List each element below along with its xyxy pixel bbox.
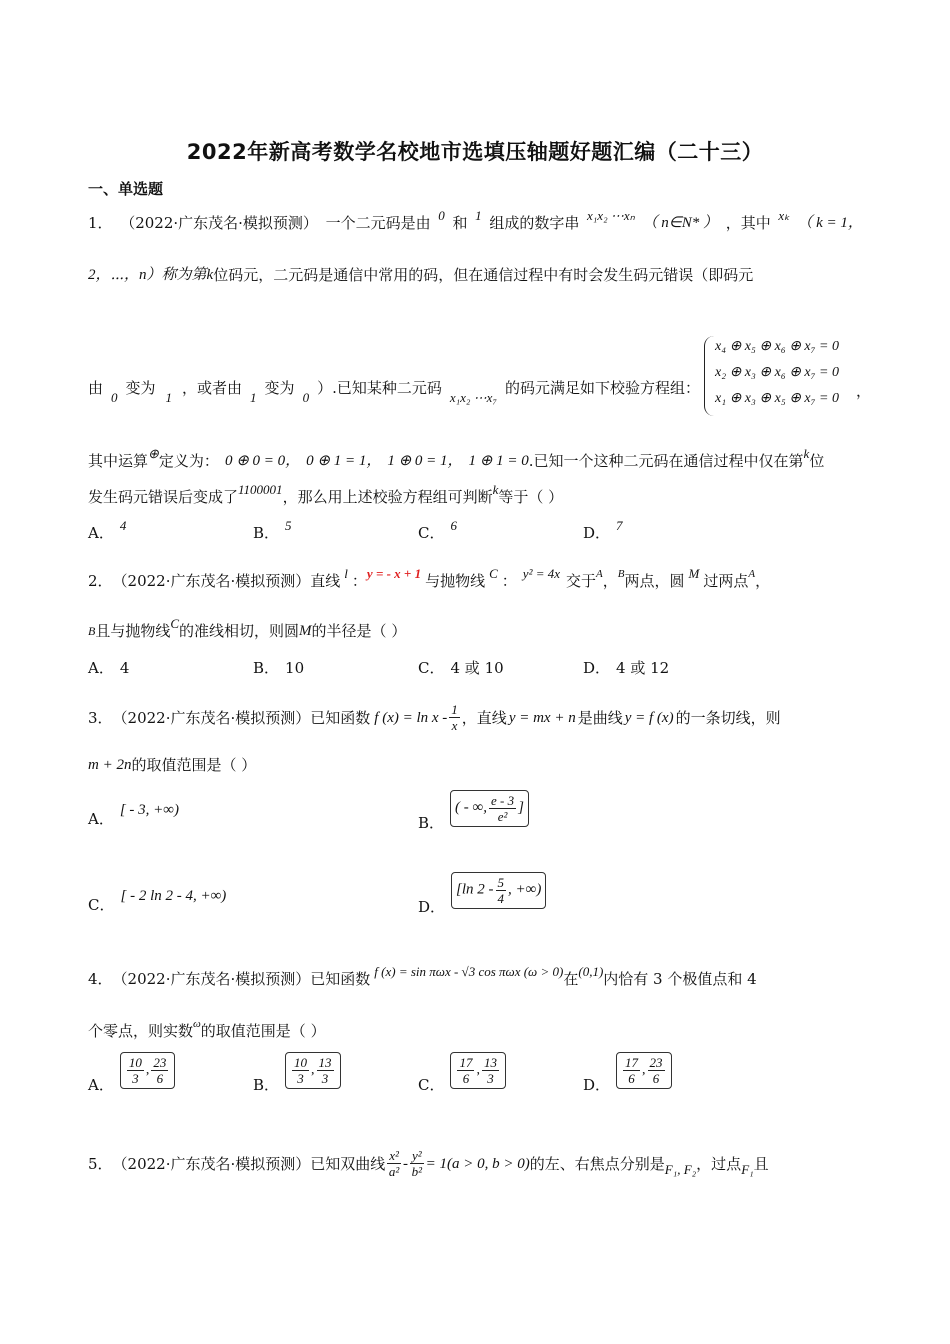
q5-text: 且 [753,1154,769,1173]
q5-math: = 1(a > 0, b > 0) [425,1155,530,1172]
q1-line-1 [88,210,863,236]
q3-option-b-expr: ( - ∞, $\frac{e - 3}{\text{e²}}$ ] [450,790,529,827]
q1-math: x₁x₂ ⋯x₇ [449,390,497,405]
q1-math: k [803,446,810,461]
q3-math: m + 2n [88,757,132,773]
q3-text: 是曲线 [577,708,623,727]
q4-line-1 [88,966,863,992]
q3-number: 3． [88,708,113,727]
q3-text: 的一条切线，则 [675,708,781,727]
q3-option-a[interactable]: A． [ - 3, +∞) [88,802,179,828]
q2-text: 过两点 [703,572,749,590]
q1-text: 位 [809,452,825,470]
q2-text: 交于 [566,572,597,590]
q1-math: k [492,482,499,497]
q4-text: 已知函数 [310,970,371,988]
q2-text: 的半径是（ ） [311,622,407,640]
q1-math: xₖ [778,208,790,223]
q1-text: ，其中 [725,214,771,232]
q1-math: 1 [475,208,482,223]
q1-option-a[interactable]: A． 4 [88,517,127,542]
q1-text: 其中运算 [88,452,149,470]
q1-text: .已知一个这种二元码在通信过程中仅在第 [528,452,804,470]
q2-text: ： [351,572,367,590]
q1-text: ， [856,382,872,400]
page-title: 2022年新高考数学名校地市选填压轴题好题汇编（二十三） [186,140,764,164]
q1-source: （2022·广东茂名·模拟预测） [120,214,318,232]
q3-text: 的取值范围是（ ） [131,756,257,774]
q2-text: ， [755,572,771,590]
q2-option-c[interactable]: C． 4 或 10 [418,659,504,677]
q1-math: ⊕ [148,446,159,461]
q1-equation: x₂ ⊕ x₃ ⊕ x₆ ⊕ x₇ = 0 [715,365,839,380]
q2-math: B [88,624,96,638]
q5-text: 的左、右焦点分别是 [529,1154,665,1173]
q2-math: M [688,566,700,581]
q4-text: 内恰有 3 个极值点和 4 [603,970,757,988]
q1-math: 1 [250,390,257,405]
q1-math: 1 [165,390,173,405]
q3-text: 已知函数 [310,708,371,727]
q1-number: 1． [88,214,113,232]
q5-math: F₁, F₂ [664,1161,697,1177]
q1-text: ，或者由 [182,379,243,397]
q4-math: ω [193,1018,201,1030]
q1-text: 组成的数字串 [489,214,580,232]
q1-math: 0 ⊕ 0 = 0， [224,453,301,469]
q4-line-2 [88,1018,863,1044]
q1-math: （ k = 1， [797,215,863,231]
q1-math: 1100001 [238,482,283,497]
q2-option-a[interactable]: A． 4 [88,658,130,677]
q1-math: 0 [302,390,310,405]
q5-number: 5． [88,1154,113,1173]
q1-text: 一个二元码是由 [325,214,431,232]
q2-text: 两点，圆 [624,572,685,590]
q5-text: 已知双曲线 [310,1154,386,1173]
q4-source: （2022·广东茂名·模拟预测） [112,970,311,988]
q1-text: 和 [452,214,468,232]
q1-text: 由 [88,379,104,397]
q2-number: 2． [88,572,113,590]
q1-math: k [206,267,214,283]
q4-math: f (x) = sin πωx - √3 cos πωx (ω > 0) [374,964,564,979]
q1-option-d[interactable]: D． 7 [583,517,623,542]
q3-line-2 [88,752,863,778]
q1-line-3 [88,375,700,405]
q1-text: 位码元，二元码是通信中常用的码，但在通信过程中有时会发生码元错误（即码元 [213,266,754,284]
q2-text: 的准线相切，则圆 [179,622,300,640]
q3-text: ，直线 [461,708,507,727]
q2-text: 与抛物线 [425,572,486,590]
q1-text: 变为 [264,379,295,397]
q2-text: 且与抛物线 [95,622,171,640]
q5-source: （2022·广东茂名·模拟预测） [112,1154,311,1173]
q3-math: y = f (x) [624,709,674,726]
q2-option-d[interactable]: D． 4 或 12 [583,659,670,677]
q3-option-d[interactable]: D． [ln 2 - $\frac{5}{4}$ , +∞) [418,872,546,909]
q4-text: 在 [563,970,579,988]
q3-math: f (x) = ln x - [374,709,448,726]
q2-math: y² = 4x [522,566,561,581]
q2-math: C [170,616,180,631]
q2-math-line: y = - x + 1 [366,566,422,581]
q5-text: ，过点 [696,1154,742,1173]
q2-math: M [299,623,312,639]
q1-option-c[interactable]: C． 6 [418,517,457,542]
q1-text: ，那么用上述校验方程组可判断 [282,488,493,506]
q2-source: （2022·广东茂名·模拟预测） [112,572,311,590]
q1-math: 1 ⊕ 0 = 1， [387,453,463,469]
q5-line-1 [88,1148,863,1179]
q5-math: - [402,1155,408,1172]
q3-option-d-expr: [ln 2 - $\frac{5}{4}$ , +∞) [451,872,546,909]
q2-text: ： [501,572,517,590]
q4-math: (0,1) [578,964,604,979]
q2-math: B [617,568,625,580]
q4-option-b[interactable]: B． $\frac{10}{3}$ , $\frac{13}{3}$ [253,1052,341,1089]
q5-math: F₁ [741,1161,754,1177]
q2-line-1 [88,568,863,594]
q4-text: 的取值范围是（ ） [200,1022,326,1040]
q3-line-1 [88,702,863,733]
q2-math: A [596,568,603,580]
q3-option-c[interactable]: C． [ - 2 ln 2 - 4, +∞) [88,888,227,914]
q3-fraction: $\frac{1}{x}$ [451,702,458,733]
q3-option-b[interactable]: B． ( - ∞, $\frac{e - 3}{\text{e²}}$ ] [418,790,529,827]
q1-math: 0 [111,390,118,405]
q3-math: y = mx + n [508,709,576,726]
q1-line-2 [88,262,863,288]
q1-text: 定义为： [158,452,219,470]
q1-equation: x₄ ⊕ x₅ ⊕ x₆ ⊕ x₇ = 0 [715,339,839,354]
q4-option-d[interactable]: D． $\frac{17}{6}$ , $\frac{23}{6}$ [583,1052,672,1089]
q2-text: 直线 [310,572,341,590]
q1-equation: x₁ ⊕ x₃ ⊕ x₅ ⊕ x₇ = 0 [715,391,839,406]
q2-option-b[interactable]: B． 10 [253,658,305,677]
q4-option-c[interactable]: C． $\frac{17}{6}$ , $\frac{13}{3}$ [418,1052,506,1089]
q1-math: 0 [438,208,445,223]
q1-text: 的码元满足如下校验方程组： [504,379,700,397]
q1-text: 2，⋯，n）称为第 [88,267,207,283]
q2-math: C [489,566,498,581]
q1-math: 0 ⊕ 1 = 1， [306,453,382,469]
section-heading: 一、单选题 [88,180,164,198]
q2-text: ， [602,572,618,590]
q4-text: 个零点，则实数 [88,1022,194,1040]
q1-line-4 [88,448,863,474]
q1-text: ）.已知某种二元码 [317,379,442,397]
q4-option-a[interactable]: A． $\frac{10}{3}$ , $\frac{23}{6}$ [88,1052,175,1089]
q1-equation-system [704,336,865,416]
q1-text: 发生码元错误后变成了 [88,488,239,506]
q1-math: 1 ⊕ 1 = 0 [468,453,529,469]
q1-math: （ n∈N* ） [642,215,719,231]
q2-math: l [344,566,348,581]
q5-fraction-x: $\frac{\text{x²}}{\text{a²}}$ [388,1148,400,1179]
q1-line-5 [88,484,863,510]
q2-line-2 [88,618,863,644]
q3-source: （2022·广东茂名·模拟预测） [112,708,311,727]
q1-text: 等于（ ） [498,488,564,506]
q2-math: A [748,568,756,580]
q1-math: x₁x₂ ⋯xₙ [587,208,635,223]
q1-option-b[interactable]: B． 5 [253,517,292,542]
q4-number: 4． [88,970,113,988]
q1-text: 变为 [125,379,156,397]
q5-fraction-y: $\frac{\text{y²}}{\text{b²}}$ [411,1148,422,1179]
